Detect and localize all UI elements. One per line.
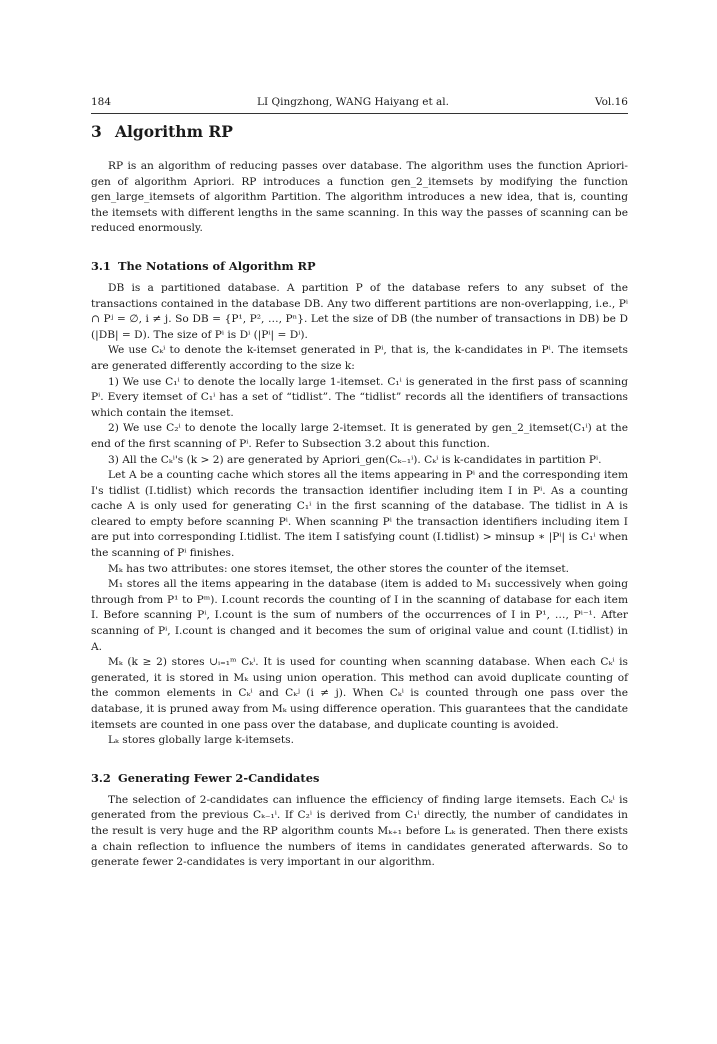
running-head xyxy=(91,96,628,109)
paragraph: 3) All the Cₖⁱ's (k > 2) are generated by Apriori_gen(Cₖ₋₁ⁱ). Cₖⁱ is k-candidates in partition Pⁱ. xyxy=(108,453,602,466)
paragraph: M₁ stores all the items appearing in the database (item is added to M₁ successively when going through from P¹ to Pᵐ). I.count records the counting of I in the scanning of database for each item I. Before scanning Pⁱ, I.count is the sum of numbers of the occurrences of I in P¹, …, Pⁱ⁻¹. After scanning of Pⁱ, I.count is changed and it becomes the sum of original value and count (I.tidlist) in A. xyxy=(91,578,628,653)
subsection-title: Generating Fewer 2-Candidates xyxy=(118,770,320,785)
subsection-heading-3-2 xyxy=(91,771,628,786)
subsection-number: 3.2 xyxy=(91,770,111,785)
paragraph: DB is a partitioned database. A partition P of the database refers to any subset of the transactions contained in the database DB. Any two different partitions are non-overlapping, i.e., Pⁱ ∩ Pʲ = ∅, i ≠ j. So DB = {P¹, P², …, Pⁿ}. Let the size of DB (the number of transactions in DB) be D (|DB| = D). The size of Pⁱ is Dⁱ (|Pⁱ| = Dⁱ). xyxy=(91,281,628,341)
paragraph: 2) We use C₂ⁱ to denote the locally large 2-itemset. It is generated by gen_2_itemset(C₁ⁱ) at the end of the first scanning of Pⁱ. Refer to Subsection 3.2 about this function. xyxy=(91,422,628,450)
running-authors: LI Qingzhong, WANG Haiyang et al. xyxy=(257,96,449,108)
subsection-title: The Notations of Algorithm RP xyxy=(118,258,316,273)
page-number: 184 xyxy=(91,96,112,108)
paragraph: Mₖ has two attributes: one stores itemset, the other stores the counter of the itemset. xyxy=(108,562,569,575)
volume-label: Vol.16 xyxy=(594,96,628,108)
header-rule xyxy=(91,113,628,114)
paragraph: Let A be a counting cache which stores all the items appearing in Pⁱ and the corresponding item I's tidlist (I.tidlist) which records the transaction identifier including item I in Pⁱ. As a counting cache A is only used for generating C₁ⁱ in the first scanning of the database. The tidlist in A is cleared to empty before scanning Pⁱ. When scanning Pⁱ the transaction identifiers including item I are put into corresponding I.tidlist. The item I satisfying count (I.tidlist) > minsup ∗ |Pⁱ| is C₁ⁱ when the scanning of Pⁱ finishes. xyxy=(91,469,628,560)
paragraph: The selection of 2-candidates can influence the efficiency of finding large itemsets. Each Cₖⁱ is generated from the previous Cₖ₋₁ⁱ. If C₂ⁱ is derived from C₁ⁱ directly, the number of candidates in the result is very huge and the RP algorithm counts Mₖ₊₁ before Lₖ is generated. Then there exists a chain reflection to influence the numbers of items in candidates generated afterwards. So to generate fewer 2-candidates is very important in our algorithm. xyxy=(91,793,628,869)
paragraph: Mₖ (k ≥ 2) stores ∪ᵢ₌₁ᵐ Cₖⁱ. It is used for counting when scanning database. When each Cₖⁱ is generated, it is stored in Mₖ using union operation. This method can avoid duplicate counting of the common elements in Cₖⁱ and Cₖʲ (i ≠ j). When Cₖⁱ is counted through one pass over the database, it is pruned away from Mₖ using difference operation. This guarantees that the candidate itemsets are counted in one pass over the database, and duplicate counting is avoided. xyxy=(91,656,628,731)
paragraph: We use Cₖⁱ to denote the k-itemset generated in Pⁱ, that is, the k-candidates in Pⁱ. The itemsets are generated differently according to the size k: xyxy=(91,344,628,372)
paragraph: Lₖ stores globally large k-itemsets. xyxy=(108,734,294,747)
section-intro: RP is an algorithm of reducing passes over database. The algorithm uses the function Apriori-gen of algorithm Apriori. RP introduces a function gen_2_itemsets by modifying the function gen_large_itemsets of algorithm Partition. The algorithm introduces a new idea, that is, counting the itemsets with different lengths in the same scanning. In this way the passes of scanning can be reduced enormously. xyxy=(91,160,628,235)
paragraph: 1) We use C₁ⁱ to denote the locally large 1-itemset. C₁ⁱ is generated in the first pass of scanning Pⁱ. Every itemset of C₁ⁱ has a set of “tidlist”. The “tidlist” records all the identifiers of transactions which contain the itemset. xyxy=(91,375,628,419)
section-number: 3 xyxy=(91,122,102,141)
section-title: Algorithm RP xyxy=(115,122,233,141)
article-body xyxy=(91,121,628,871)
section-heading xyxy=(91,121,628,143)
subsection-number: 3.1 xyxy=(91,258,111,273)
subsection-heading-3-1 xyxy=(91,259,628,274)
